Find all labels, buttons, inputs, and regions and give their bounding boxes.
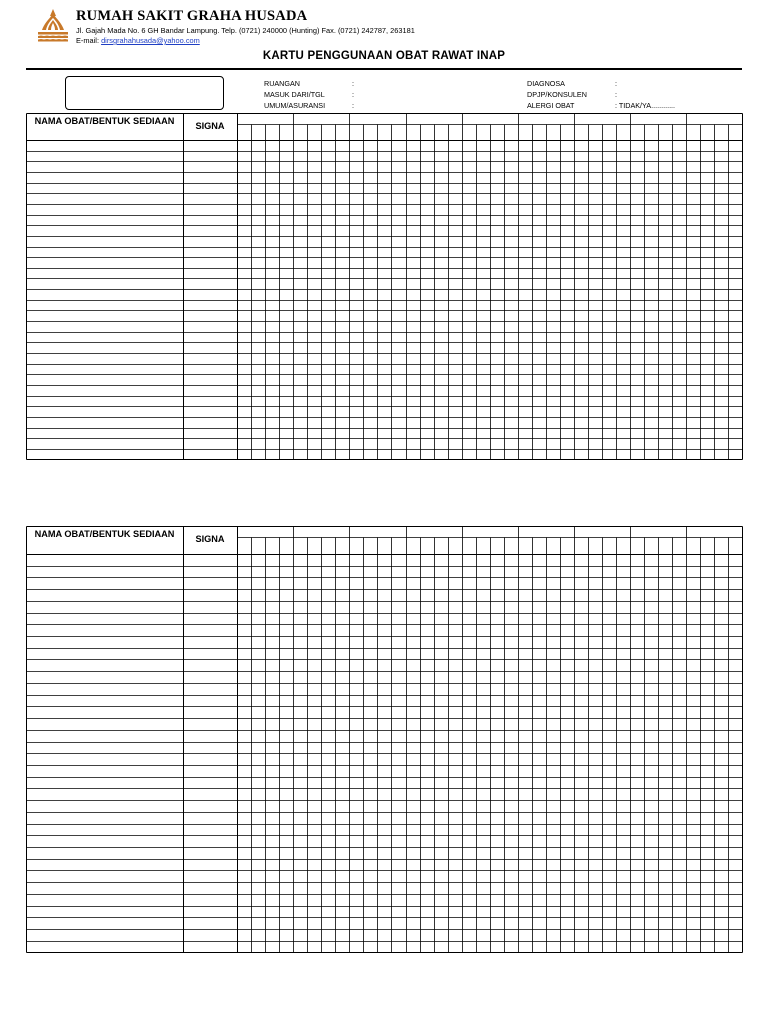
info-alergi-value: : TIDAK/YA............	[615, 101, 676, 110]
name-header-1: NAMA OBAT/BENTUK SEDIAAN	[34, 116, 175, 126]
hospital-email-line	[76, 36, 200, 45]
document-title: KARTU PENGGUNAAN OBAT RAWAT INAP	[262, 50, 506, 62]
email-label: E-mail:	[76, 36, 99, 45]
signa-header-2: SIGNA	[195, 534, 225, 544]
patient-label-box	[65, 76, 224, 110]
info-alergi-label: ALERGI OBAT	[527, 101, 575, 110]
email-link[interactable]: dirsgrahahusada@yahoo.com	[101, 36, 200, 45]
info-dpjp-label: DPJP/KONSULEN	[527, 90, 587, 99]
info-diagnosa-sep: :	[615, 79, 617, 88]
info-umum-label: UMUM/ASURANSI	[264, 101, 326, 110]
alergi-value: TIDAK/YA............	[618, 101, 676, 110]
info-ruangan-label: RUANGAN	[264, 79, 300, 88]
info-masuk-label: MASUK DARI/TGL	[264, 90, 325, 99]
medication-table-1	[26, 113, 743, 460]
signa-header-1: SIGNA	[195, 121, 225, 131]
hospital-address: Jl. Gajah Mada No. 6 GH Bandar Lampung. Telp. (0721) 240000 (Hunting) Fax. (0721) 242787, 263181	[76, 26, 415, 35]
info-dpjp-sep: :	[615, 90, 617, 99]
info-ruangan-sep: :	[352, 79, 354, 88]
name-header-2: NAMA OBAT/BENTUK SEDIAAN	[34, 529, 175, 539]
header-divider	[26, 68, 742, 70]
hospital-logo-icon	[36, 8, 70, 44]
medication-grid-2	[26, 526, 743, 953]
medication-grid-1	[26, 113, 743, 460]
info-diagnosa-label: DIAGNOSA	[527, 79, 565, 88]
medication-table-2	[26, 526, 743, 953]
info-umum-sep: :	[352, 101, 354, 110]
hospital-name: RUMAH SAKIT GRAHA HUSADA	[76, 8, 308, 24]
info-masuk-sep: :	[352, 90, 354, 99]
